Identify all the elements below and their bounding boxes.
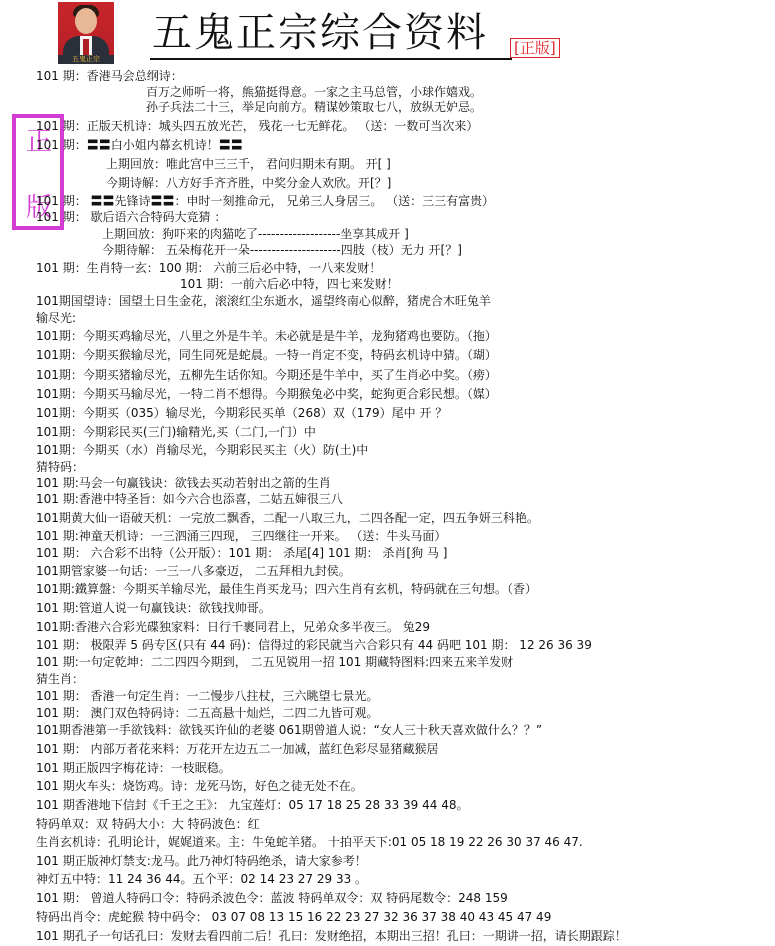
text-line: 101期香港第一手欲钱料：欲钱买许仙的老婆 061期曾道人说：“女人三十秋天喜欢做什么？？”: [36, 723, 543, 737]
text-line: 上期回放：狗吓来的肉猫吃了-------------------坐享其成开 ]: [102, 227, 409, 241]
text-line: 101 期：一前六后必中特，四七来发财！: [180, 277, 399, 291]
text-line: 101 期:神童天机诗：一三泗涌三四现， 三四继往一开来。 （送：牛头马面）: [36, 529, 447, 543]
text-line: 101期国望诗：国望土日生金花，滚滚红尘东逝水，遥望终南心似醉，猪虎合木旺兔羊: [36, 294, 491, 308]
text-line: 101 期:管道人说一句赢钱诀：欲钱找帅哥。: [36, 601, 271, 615]
text-line: 101 期：〓〓白小姐内幕玄机诗！〓〓: [36, 138, 243, 152]
text-line: 101 期香港地下信封《千王之王》： 九宝莲灯：05 17 18 25 28 33 39 44 48。: [36, 798, 469, 812]
text-line: 猜生肖：: [36, 672, 85, 686]
text-line: 猜特码：: [36, 460, 85, 474]
text-line: 今期诗解：八方好手齐齐胜，中奖分金人欢欣。开[？]: [106, 176, 392, 190]
text-line: 特码单双：双 特码大小：大 特码波色：红: [36, 817, 260, 831]
text-line: 生肖玄机诗：孔明论计，娓娓道来。主：牛兔蛇羊猪。 十拍平天下:01 05 18 19 22 26 30 37 46 47.: [36, 835, 583, 849]
text-line: 101 期： 香港一句定生肖：一二慢步八拄杖，三六眺望七景光。: [36, 689, 379, 703]
avatar-caption: 五鬼正宗: [58, 55, 114, 64]
text-line: 101 期:马会一句赢钱诀：欲钱去买动若射出之箭的生肖: [36, 476, 331, 490]
text-line: 特码出肖令：虎蛇猴 特中码令： 03 07 08 13 15 16 22 23 27 32 36 37 38 40 43 45 47 49: [36, 910, 552, 924]
text-line: 神灯五中特：11 24 36 44。五个平：02 14 23 27 29 33 。: [36, 872, 368, 886]
text-line: 101 期:香港中特圣旨：如今六合也添喜，二姑五婶很三八: [36, 492, 343, 506]
text-line: 101期：今期买鸡输尽光，八里之外是牛羊。未必就是是牛羊，龙狗猪鸡也要防。（拖）: [36, 329, 497, 343]
text-line: 101期:鐵算盤：今期买羊输尽光，最佳生肖买龙马；四六生肖有玄机，特码就在三句想。（香）: [36, 582, 537, 596]
stamp-char-2: 版: [26, 193, 53, 223]
text-line: 101 期： 内部万者花来料：万花开左边五二一加减，蓝红色彩尽显猪藏猴居: [36, 742, 439, 756]
text-line: 101 期： 六合彩不出特（公开版）：101 期： 杀尾[4] 101 期： 杀肖[狗 马 ]: [36, 546, 448, 560]
page-title: 五鬼正宗综合资料: [152, 10, 488, 56]
text-line: 百万之师听一将，熊猫挺得意。一家之主马总管，小球作嬉戏。: [146, 85, 483, 99]
stamp-char-1: 正: [26, 127, 53, 157]
text-line: 101 期:一句定乾坤：二二四四今期到， 二五见锐用一招 101 期藏特图料:四来五来羊发财: [36, 655, 514, 669]
text-line: 输尽光:: [36, 311, 77, 325]
text-line: 101期：今期买猪输尽光，五柳先生话你知。今期还是牛羊中，买了生肖必中奖。（痨）: [36, 368, 497, 382]
text-line: 101 期正版神灯禁支:龙马。此乃神灯特码绝杀，请大家参考！: [36, 854, 367, 868]
text-line: 101 期： 澳门双色特码诗：二五高悬十灿烂，二四二九皆可观。: [36, 706, 379, 720]
text-line: 101 期： 歇后语六合特码大竞猜 ：: [36, 210, 227, 224]
text-line: 101期：今期买马输尽光，一特二肖不想得。今期猴兔必中奖，蛇狗更合彩民想。（媒）: [36, 387, 497, 401]
text-line: 101 期孔子一句话孔曰：发财去看四前二后！孔曰：发财绝招，本期出三招！孔曰：一期讲一招，请长期跟踪！: [36, 929, 627, 943]
text-line: 孙子兵法二十三，举足向前方。精谋妙策取七八，放纵无妒忌。: [146, 100, 483, 114]
text-line: 101期:香港六合彩光碟独家料：日行千裹同君上，兄弟众多半夜三。 兔29: [36, 620, 431, 634]
text-line: 101期：今期彩民买(三门)输精光,买（二门,一门）中: [36, 425, 316, 439]
text-line: 上期回放：唯此宫中三三千， 君问归期未有期。 开[ ]: [106, 157, 391, 171]
text-line: 101 期：正版天机诗：城头四五放光芒， 残花一七无鲜花。 （送：一数可当次来）: [36, 119, 479, 133]
text-line: 101 期： 〓〓先锋诗〓〓：申时一刻推命元， 兄弟三人身居三。 （送：三三有富贵）: [36, 194, 495, 208]
text-line: 101 期火车头：烧饬鸡。诗：龙死马饬，好色之徒无处不在。: [36, 779, 363, 793]
text-line: 101 期：香港马会总纲诗：: [36, 69, 183, 83]
text-line: 101期：今期买猴输尽光，同生同死是蛇晨。一特一肖定不变，特码玄机诗中猜。（瑚）: [36, 348, 497, 362]
text-line: 101 期： 曾道人特码口令：特码杀波色令：蓝波 特码单双令：双 特码尾数令：248 159: [36, 891, 508, 905]
text-line: 今期待解： 五朵梅花开一朵---------------------四肢（枝）无力 开[？]: [102, 243, 462, 257]
edition-badge: [正版]: [510, 38, 560, 58]
text-line: 101 期正版四字梅花诗：一枝眠稳。: [36, 761, 231, 775]
text-line: 101期：今期买（水）肖输尽光，今期彩民买主（火）防(土)中: [36, 443, 369, 457]
text-line: 101 期：生肖特一玄：100 期： 六前三后必中特，一八来发财！: [36, 261, 382, 275]
text-line: 101 期： 极限弄 5 码专区(只有 44 码)：信得过的彩民就当六合彩只有 44 码吧 101 期： 12 26 36 39: [36, 638, 592, 652]
text-line: 101期管家婆一句话：一三一八多豪迈， 二五拜相九封侯。: [36, 564, 351, 578]
text-line: 101期黄大仙一语破天机：一完放二飘香，二配一八取三九，二四各配一定，四五争妍三科艳。: [36, 511, 539, 525]
text-line: 101期：今期买（035）输尽光，今期彩民买单（268）双（179）尾中 开 ？: [36, 406, 448, 420]
